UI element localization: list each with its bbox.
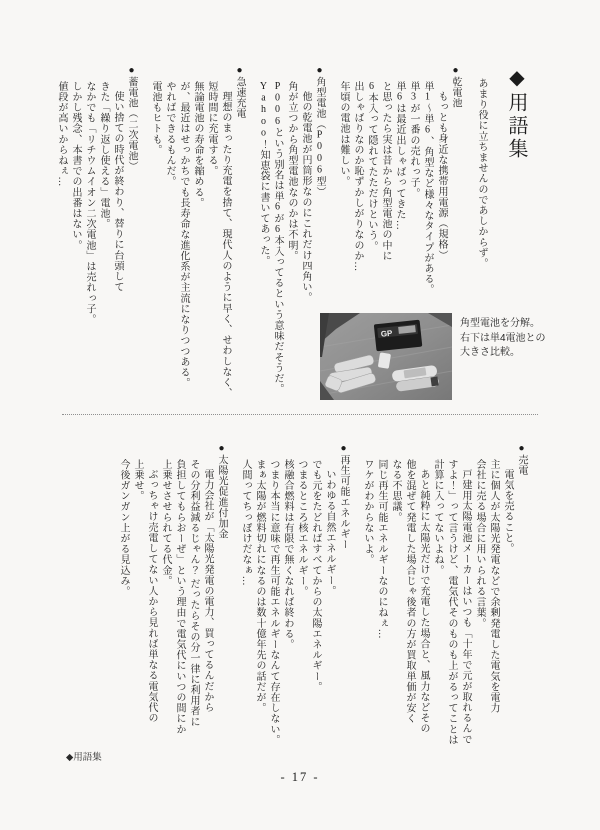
glossary-line: 上乗せさせられてる代金。 xyxy=(160,459,171,587)
glossary-line: ぶっちゃけ売電してない人から見れば単なる電気代の xyxy=(146,469,157,724)
glossary-line: が、最近はせっかちでも長寿命な進化系が主流になりつつある。 xyxy=(178,81,189,389)
glossary-entry-storage-battery xyxy=(54,65,138,412)
footer-section-label: ◆用語集 xyxy=(66,752,102,763)
page-title: ◆用語集 xyxy=(505,65,527,161)
caption-line: 右下は単4電池との xyxy=(460,332,546,344)
photo-caption xyxy=(460,317,570,361)
glossary-entry-selling-power xyxy=(360,443,528,751)
glossary-line: 会社に売る場合に用いられる言葉。 xyxy=(474,459,485,629)
term-heading: ●急速充電 xyxy=(234,65,245,119)
glossary-line: 戸建用太陽電池メーカーはいつも「十年で元が取れるんで xyxy=(460,469,471,745)
glossary-line: 値段が高いからねぇ… xyxy=(56,81,67,187)
glossary-line: その分利益減るじゃん？ だったらその分一律に利用者に xyxy=(188,459,199,728)
glossary-top-block xyxy=(44,65,528,412)
glossary-line: 無論電池の寿命を縮める。 xyxy=(192,81,203,209)
term-heading: ●蓄電池（二次電池） xyxy=(126,65,137,172)
glossary-line: 6本入って隠れてたただけという。 xyxy=(366,81,377,252)
glossary-line: 核融合燃料は有限で無くなれば終わる。 xyxy=(282,459,293,650)
section-divider xyxy=(62,414,538,415)
caption-line: 角型電池を分解。 xyxy=(460,318,540,329)
glossary-line: 同じ再生可能エネルギーなのにねぇ… xyxy=(376,459,387,640)
glossary-line: なる不思議。 xyxy=(390,459,401,523)
glossary-line: 年頃の電池は難しい。 xyxy=(338,81,349,187)
glossary-line: Yahoo！知恵袋に書いてあった。 xyxy=(258,81,269,267)
glossary-line: あと純粋に太陽光だけで充電した場合と、風力などその xyxy=(418,469,429,734)
term-heading: ●乾電池 xyxy=(450,65,461,109)
term-heading: ●売電 xyxy=(516,443,527,476)
intro-note: あまり役に立ちませんのであしからず。 xyxy=(476,78,487,269)
term-heading: ●再生可能エネルギー xyxy=(338,443,349,550)
battery-photo-graphic xyxy=(320,313,452,400)
glossary-line: P006という別名は単6が6本入ってるという意味だそうだ。 xyxy=(272,81,283,395)
glossary-line: 他を混ぜて発電した場合じゃ後者の方が買取単価が安く xyxy=(404,459,415,724)
battery-photo xyxy=(320,313,452,400)
glossary-line: 出しゃばりなのか恥ずかしがりなのか… xyxy=(352,81,363,272)
glossary-line: 人間ってちっぽけだなぁ… xyxy=(240,459,251,587)
page-number: - 17 - xyxy=(280,770,320,784)
glossary-line: 角が立つから角型電池なのかは不明。 xyxy=(286,81,297,262)
glossary-line: と思ったら実は昔から角型電池の中に xyxy=(380,81,391,262)
glossary-line: 電池もヒトも。 xyxy=(150,81,161,156)
glossary-line: 他の乾電池が円筒形なのにこれだけ四角い。 xyxy=(300,91,311,303)
glossary-line: 単6は最近出しゃばってきた… xyxy=(394,81,405,231)
glossary-line: いわゆる自然エネルギー。 xyxy=(324,469,335,597)
caption-line: 大きさ比較。 xyxy=(460,347,520,358)
glossary-line: 短時間に充電する。 xyxy=(206,81,217,177)
glossary-line: 上乗せ。 xyxy=(132,459,143,502)
glossary-line: ワケがわからないよ。 xyxy=(362,459,373,565)
glossary-entry-square-battery xyxy=(256,65,326,412)
glossary-line: 計算に入ってないよね。 xyxy=(432,459,443,576)
glossary-line: しかし残念、本書での出番はない。 xyxy=(70,81,81,251)
glossary-line: 単1～単6、角型など様々なタイプがある。 xyxy=(422,81,433,296)
glossary-line: 今後ガンガン上がる見込み。 xyxy=(118,459,129,597)
glossary-line: つまるところ核エネルギー。 xyxy=(296,459,307,597)
glossary-line: きた「繰り返し使える」電池。 xyxy=(98,81,109,230)
glossary-line: まぁ太陽が燃料切れになるのは数十億年先の話だが。 xyxy=(254,459,265,714)
glossary-line: 負担してもらおーぜ」という理由で電気代にいつの間にか xyxy=(174,459,185,735)
glossary-line: 単3が一番の売れっ子。 xyxy=(408,81,419,199)
term-heading: ●太陽光促進付加金 xyxy=(216,443,227,540)
glossary-line: つまり本当に意味で再生可能エネルギーなんて存在しない。 xyxy=(268,459,279,746)
glossary-line: やればできるもんだ。 xyxy=(164,81,175,187)
glossary-line: もっとも身近な携帯用電源（規格） xyxy=(436,91,447,261)
glossary-entry-renewable-energy xyxy=(238,443,350,751)
glossary-entry-solar-surcharge xyxy=(116,443,228,751)
glossary-line: なかでも「リチウムイオン二次電池」は売れっ子。 xyxy=(84,81,95,325)
glossary-line: 理想のまったり充電を捨て、現代人のように早く、せわしなく、 xyxy=(220,91,231,399)
glossary-line: 電力会社が「太陽光発電の電力、買ってるんだから xyxy=(202,469,213,713)
glossary-line: でも元をたどればすべてからの太陽エネルギー。 xyxy=(310,459,321,693)
glossary-line: すよ！」って言うけど、電気代そのものも上がるってことは xyxy=(446,459,457,746)
battery-9v-block xyxy=(374,320,423,352)
glossary-line: 使い捨ての時代が終わり、替りに台頭して xyxy=(112,91,123,293)
glossary-entry-quick-charge xyxy=(148,65,246,412)
glossary-bottom-block xyxy=(106,443,528,751)
battery-brand-label: GP xyxy=(380,328,393,339)
battery-snap-terminal xyxy=(378,352,391,369)
glossary-line: 電気を売ること。 xyxy=(502,469,513,554)
term-heading: ●角型電池（P006型） xyxy=(314,65,325,198)
glossary-line: 主に個人が太陽光発電などで余剰発電した電気を電力 xyxy=(488,459,499,714)
